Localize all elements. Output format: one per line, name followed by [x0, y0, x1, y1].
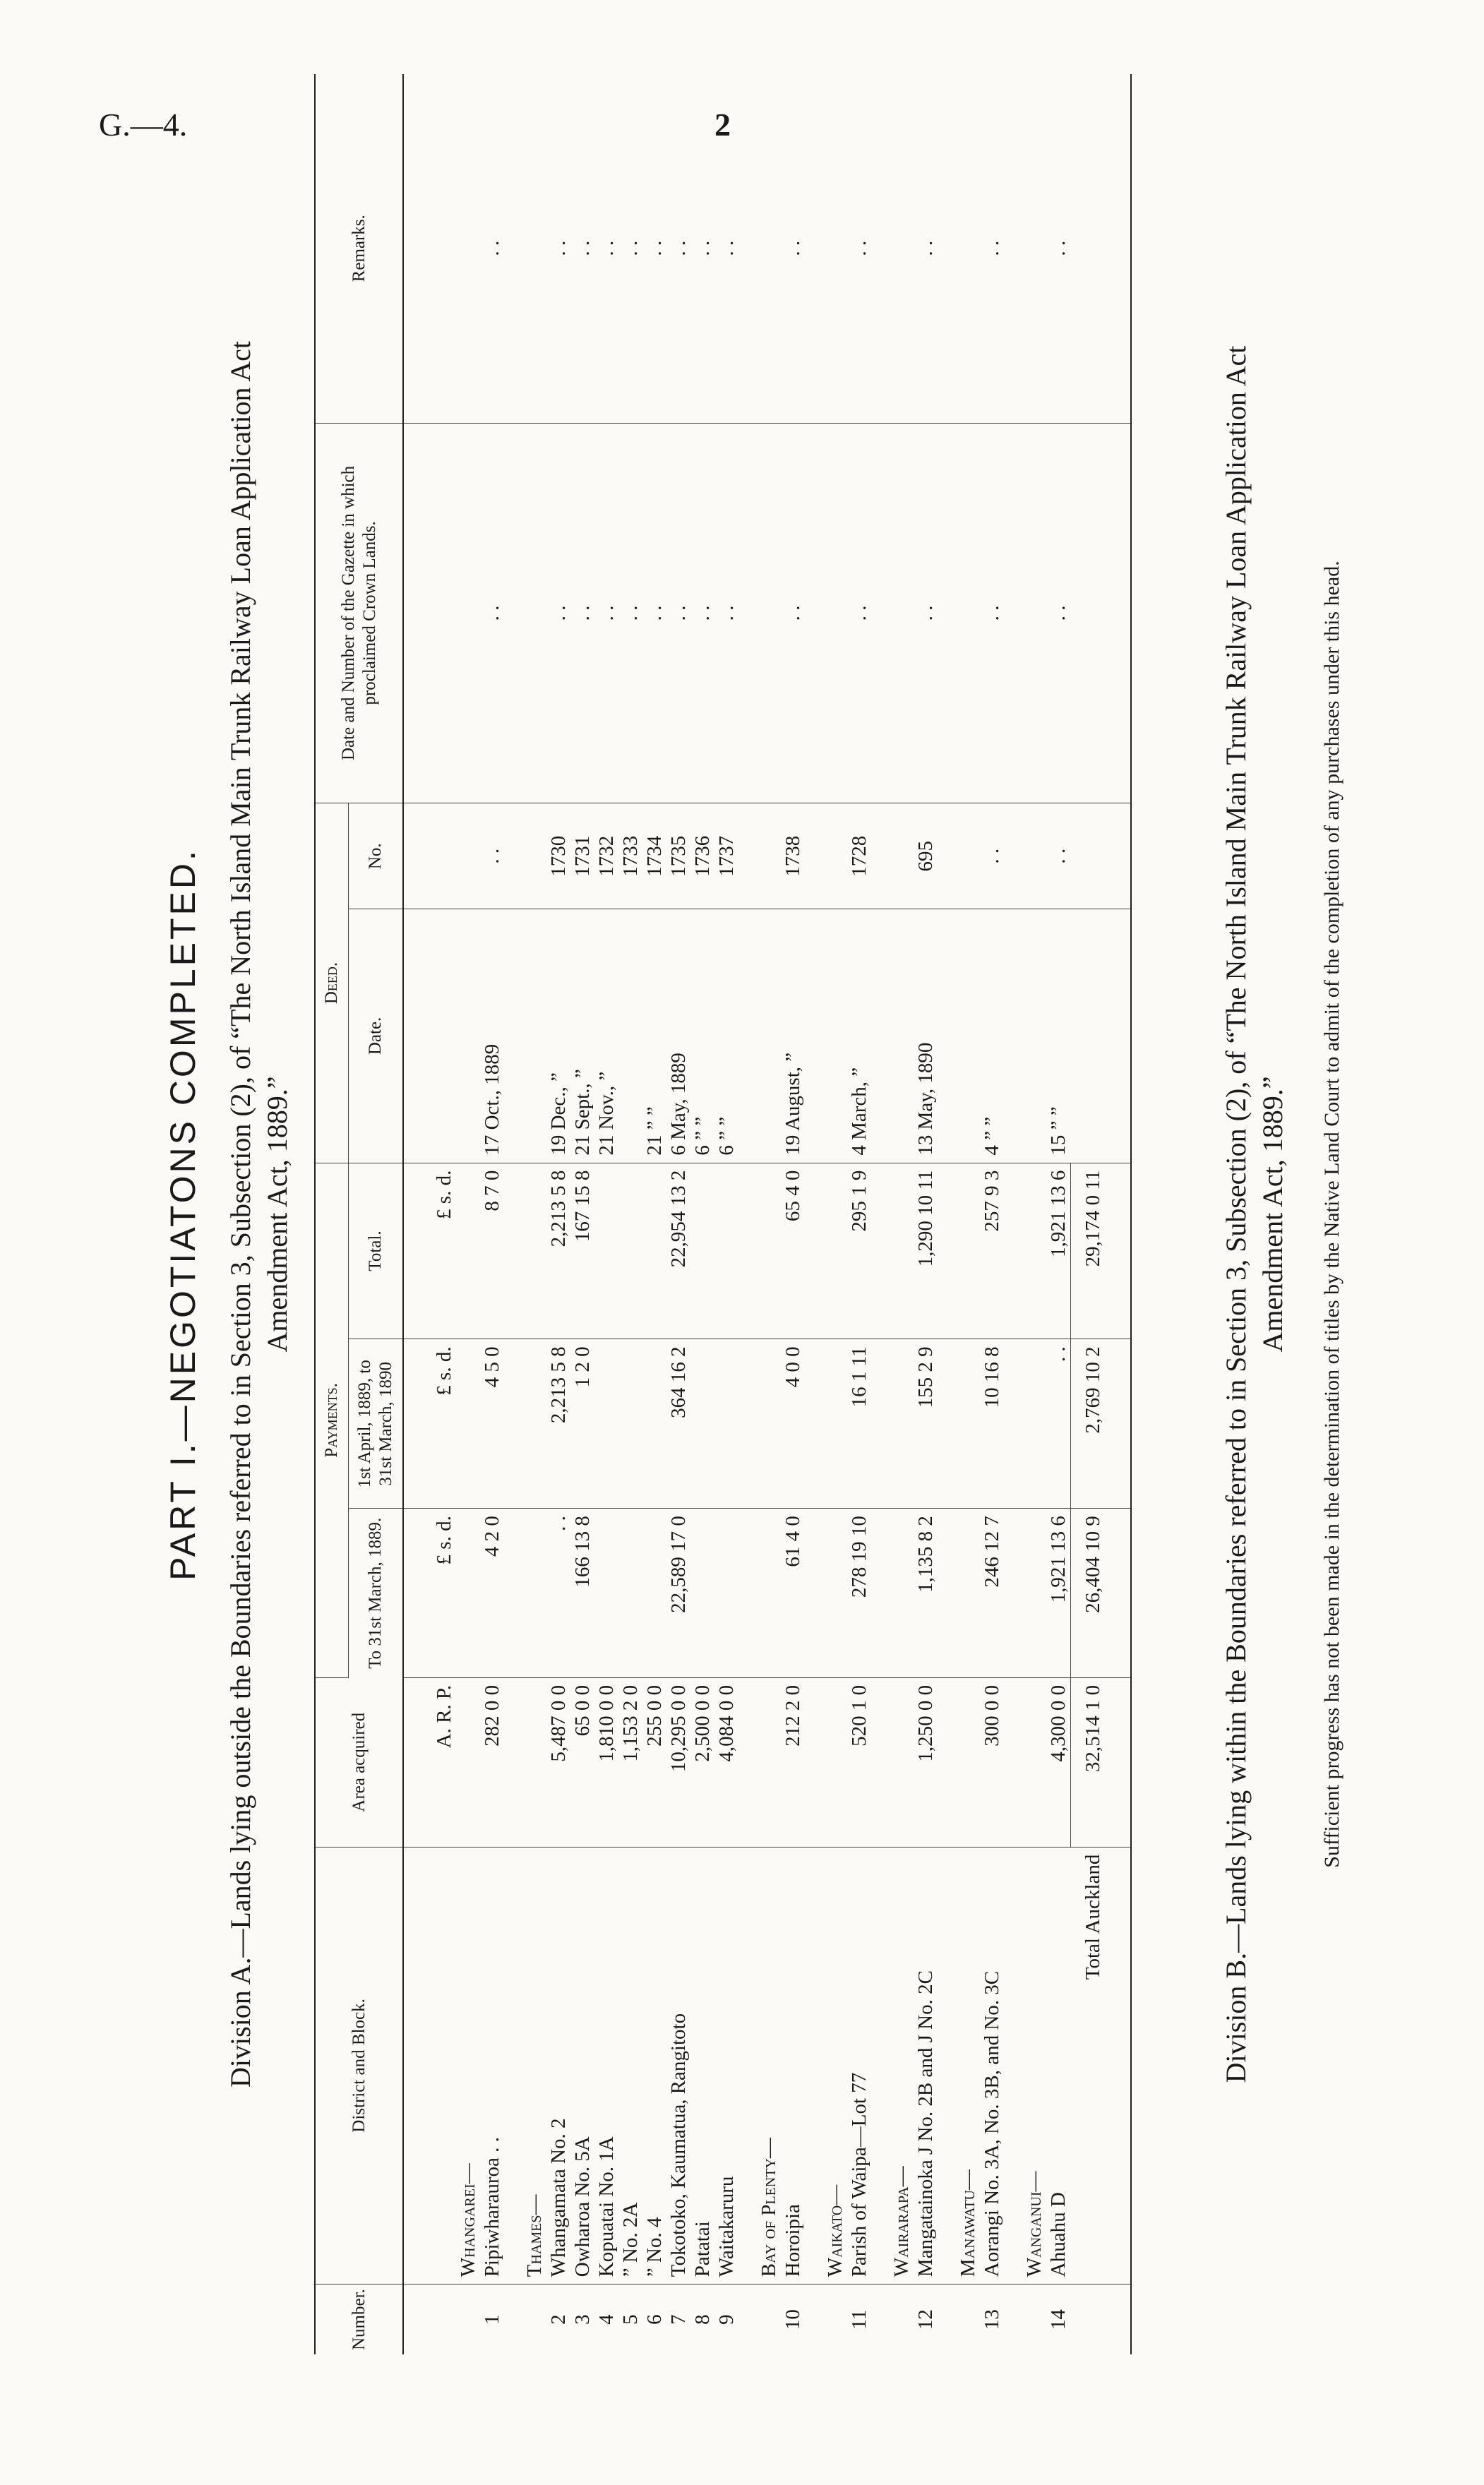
cell-deed-date — [738, 909, 781, 1163]
col-to-1889: To 31st March, 1889. — [349, 1509, 404, 1678]
division-b-heading: Division B.—Lands lying within the Boundaries referred to in Section 3, Subsection (2), of “The North Island Main Trunk Railway Loan Application Act — [1220, 345, 1252, 2083]
total-period: 2,769 10 2 — [1071, 1339, 1132, 1509]
cell-total: 2,213 5 8 — [546, 1163, 570, 1339]
cell-period — [456, 1339, 480, 1509]
district-heading-row — [738, 74, 781, 2354]
cell-to-1889 — [871, 1509, 914, 1678]
cell-gazette: . . — [1046, 423, 1071, 803]
cell-to-1889: 1,921 13 6 — [1046, 1509, 1071, 1678]
cell-area — [738, 1677, 781, 1847]
cell-deed-date: 15 ” ” — [1046, 909, 1071, 1163]
cell-remarks — [504, 74, 546, 423]
district-heading-row — [805, 74, 847, 2354]
cell-gazette — [504, 423, 546, 803]
cell-period — [618, 1339, 642, 1509]
cell-deed-date: 19 August, ” — [781, 909, 805, 1163]
rotated-page-body — [162, 74, 1468, 2354]
cell-area: 282 0 0 — [480, 1677, 504, 1847]
division-a-heading-cont: Amendment Act, 1889.” — [261, 1076, 293, 1353]
cell-remarks: . . — [570, 74, 594, 423]
cell-to-1889 — [642, 1509, 666, 1678]
cell-period: 4 5 0 — [480, 1339, 504, 1509]
cell-deed-no — [938, 803, 980, 909]
col-period: 1st April, 1889, to 31st March, 1890 — [349, 1339, 404, 1509]
cell-period — [738, 1339, 781, 1509]
total-area: 32,514 1 0 — [1071, 1677, 1132, 1847]
cell-to-1889 — [618, 1509, 642, 1678]
cell-gazette — [738, 423, 781, 803]
cell-area: 212 2 0 — [781, 1677, 805, 1847]
cell-number: 7 — [667, 2314, 690, 2325]
units-area: A. R. P. — [403, 1677, 456, 1847]
cell-deed-date — [618, 909, 642, 1163]
cell-deed-no: 1735 — [666, 803, 690, 909]
cell-deed-no — [871, 803, 914, 909]
cell-number — [805, 2285, 847, 2354]
cell-area: 1,810 0 0 — [594, 1677, 618, 1847]
district-heading-row — [504, 74, 546, 2354]
cell-deed-date: 4 ” ” — [980, 909, 1004, 1163]
cell-number: 14 — [1047, 2309, 1070, 2330]
cell-remarks — [805, 74, 847, 423]
cell-district: ” No. 2A — [618, 1847, 642, 2285]
cell-deed-no: 1730 — [546, 803, 570, 909]
cell-district: Kopuatai No. 1A — [594, 1847, 618, 2285]
table-row — [690, 74, 714, 2354]
col-deed: Deed. — [315, 803, 349, 1163]
cell-district: Aorangi No. 3A, No. 3B, and No. 3C — [980, 1847, 1004, 2285]
cell-deed-no: 1734 — [642, 803, 666, 909]
cell-area: 4,084 0 0 — [714, 1677, 738, 1847]
cell-gazette: . . — [618, 423, 642, 803]
cell-number: 5 — [619, 2314, 642, 2325]
cell-gazette: . . — [781, 423, 805, 803]
cell-to-1889: . . — [546, 1509, 570, 1678]
cell-district: Whangamata No. 2 — [546, 1847, 570, 2285]
cell-remarks — [871, 74, 914, 423]
total-row — [1071, 74, 1132, 2354]
cell-total: 167 15 8 — [570, 1163, 594, 1339]
cell-total — [504, 1163, 546, 1339]
cell-deed-no: . . — [980, 803, 1004, 909]
cell-to-1889: 1,135 8 2 — [914, 1509, 938, 1678]
table-row — [1046, 74, 1071, 2354]
cell-total — [642, 1163, 666, 1339]
cell-total: 22,954 13 2 — [666, 1163, 690, 1339]
cell-remarks: . . — [980, 74, 1004, 423]
cell-district: Owharoa No. 5A — [570, 1847, 594, 2285]
cell-deed-no — [504, 803, 546, 909]
cell-number: 2 — [547, 2314, 570, 2325]
cell-remarks: . . — [847, 74, 871, 423]
cell-period — [1004, 1339, 1046, 1509]
purchases-table — [314, 74, 1132, 2354]
table-row — [618, 74, 642, 2354]
cell-period — [690, 1339, 714, 1509]
division-b-heading-cont: Amendment Act, 1889.” — [1257, 1076, 1288, 1353]
district-heading-row — [1004, 74, 1046, 2354]
cell-total: 1,921 13 6 — [1046, 1163, 1071, 1339]
total-label: Total Auckland — [1071, 1847, 1132, 2285]
cell-deed-no: 1737 — [714, 803, 738, 909]
cell-number: 13 — [981, 2309, 1003, 2330]
cell-area — [456, 1677, 480, 1847]
cell-gazette — [456, 423, 480, 803]
cell-deed-date — [871, 909, 914, 1163]
cell-number: 8 — [691, 2314, 714, 2325]
district-heading-row — [871, 74, 914, 2354]
cell-gazette: . . — [980, 423, 1004, 803]
cell-area: 1,153 2 0 — [618, 1677, 642, 1847]
cell-period: 10 16 8 — [980, 1339, 1004, 1509]
cell-period: 155 2 9 — [914, 1339, 938, 1509]
cell-to-1889: 246 12 7 — [980, 1509, 1004, 1678]
cell-deed-no: 1731 — [570, 803, 594, 909]
cell-number: 11 — [848, 2309, 870, 2330]
cell-period: 2,213 5 8 — [546, 1339, 570, 1509]
cell-district: Mangatainoka J No. 2B and J No. 2C — [914, 1847, 938, 2285]
col-deed-date: Date. — [349, 909, 404, 1163]
total-spacer — [1071, 74, 1132, 423]
cell-area: 2,500 0 0 — [690, 1677, 714, 1847]
cell-remarks — [1004, 74, 1046, 423]
cell-to-1889: 22,589 17 0 — [666, 1509, 690, 1678]
cell-to-1889 — [690, 1509, 714, 1678]
cell-gazette — [1004, 423, 1046, 803]
cell-total — [871, 1163, 914, 1339]
cell-period — [805, 1339, 847, 1509]
total-spacer — [1071, 909, 1132, 1163]
cell-gazette — [938, 423, 980, 803]
cell-deed-no: 1733 — [618, 803, 642, 909]
cell-deed-date — [938, 909, 980, 1163]
cell-number: 10 — [782, 2309, 804, 2330]
cell-remarks: . . — [781, 74, 805, 423]
cell-period: 1 2 0 — [570, 1339, 594, 1509]
cell-remarks: . . — [642, 74, 666, 423]
cell-district: Patatai — [690, 1847, 714, 2285]
cell-deed-date: 21 ” ” — [642, 909, 666, 1163]
cell-deed-date: 13 May, 1890 — [914, 909, 938, 1163]
cell-total — [456, 1163, 480, 1339]
cell-deed-date: 17 Oct., 1889 — [480, 909, 504, 1163]
table-row — [642, 74, 666, 2354]
cell-deed-date: 21 Sept., ” — [570, 909, 594, 1163]
table-row — [570, 74, 594, 2354]
cell-area — [805, 1677, 847, 1847]
cell-district: Waikato— — [805, 1847, 847, 2285]
cell-deed-no — [805, 803, 847, 909]
units-spacer — [403, 74, 456, 423]
cell-number: 12 — [914, 2309, 937, 2330]
cell-to-1889 — [805, 1509, 847, 1678]
cell-to-1889: 166 13 8 — [570, 1509, 594, 1678]
units-spacer — [403, 803, 456, 909]
cell-number: 1 — [481, 2314, 503, 2325]
cell-deed-no: . . — [1046, 803, 1071, 909]
cell-total: 1,290 10 11 — [914, 1163, 938, 1339]
cell-to-1889 — [714, 1509, 738, 1678]
cell-district: Horoipia — [781, 1847, 805, 2285]
table-body — [403, 74, 1131, 2354]
cell-total: 257 9 3 — [980, 1163, 1004, 1339]
cell-deed-no: . . — [480, 803, 504, 909]
cell-deed-date: 6 May, 1889 — [666, 909, 690, 1163]
table-row — [546, 74, 570, 2354]
table-row — [781, 74, 805, 2354]
cell-to-1889 — [938, 1509, 980, 1678]
cell-area — [938, 1677, 980, 1847]
cell-gazette: . . — [480, 423, 504, 803]
cell-number — [504, 2285, 546, 2354]
cell-area: 10,295 0 0 — [666, 1677, 690, 1847]
cell-remarks: . . — [480, 74, 504, 423]
cell-remarks — [456, 74, 480, 423]
units-spacer — [403, 423, 456, 803]
cell-area: 65 0 0 — [570, 1677, 594, 1847]
cell-to-1889: 61 4 0 — [781, 1509, 805, 1678]
total-spacer — [1071, 803, 1132, 909]
cell-period — [594, 1339, 618, 1509]
cell-period — [714, 1339, 738, 1509]
cell-area — [504, 1677, 546, 1847]
cell-district: Waitakaruru — [714, 1847, 738, 2285]
col-area: Area acquired — [315, 1677, 403, 1847]
cell-total — [594, 1163, 618, 1339]
cell-gazette: . . — [914, 423, 938, 803]
cell-district: Pipiwharauroa . . — [480, 1847, 504, 2285]
cell-total — [690, 1163, 714, 1339]
cell-deed-date — [504, 909, 546, 1163]
cell-gazette: . . — [594, 423, 618, 803]
cell-area: 5,487 0 0 — [546, 1677, 570, 1847]
cell-period: 4 0 0 — [781, 1339, 805, 1509]
cell-remarks: . . — [618, 74, 642, 423]
district-heading-row — [456, 74, 480, 2354]
cell-district: Ahuahu D — [1046, 1847, 1071, 2285]
cell-number — [738, 2285, 781, 2354]
cell-number — [1004, 2285, 1046, 2354]
cell-period — [504, 1339, 546, 1509]
table-row — [666, 74, 690, 2354]
col-deed-no: No. — [349, 803, 404, 909]
cell-deed-date: 21 Nov., ” — [594, 909, 618, 1163]
cell-remarks — [738, 74, 781, 423]
cell-period — [642, 1339, 666, 1509]
cell-deed-no: 1728 — [847, 803, 871, 909]
district-heading-row — [938, 74, 980, 2354]
cell-deed-no: 1732 — [594, 803, 618, 909]
cell-number: 3 — [571, 2314, 594, 2325]
cell-deed-date — [456, 909, 480, 1163]
cell-area: 1,250 0 0 — [914, 1677, 938, 1847]
cell-area — [1004, 1677, 1046, 1847]
cell-number — [456, 2285, 480, 2354]
cell-district: Wanganui— — [1004, 1847, 1046, 2285]
col-remarks: Remarks. — [315, 74, 403, 423]
cell-to-1889 — [594, 1509, 618, 1678]
col-gazette: Date and Number of the Gazette in which proclaimed Crown Lands. — [315, 423, 403, 803]
units-money: £ s. d. — [403, 1339, 456, 1509]
cell-period: 364 16 2 — [666, 1339, 690, 1509]
cell-deed-no — [1004, 803, 1046, 909]
table-row — [980, 74, 1004, 2354]
cell-remarks: . . — [546, 74, 570, 423]
table-row — [594, 74, 618, 2354]
cell-number — [938, 2285, 980, 2354]
cell-gazette: . . — [546, 423, 570, 803]
cell-remarks: . . — [714, 74, 738, 423]
cell-deed-date: 4 March, ” — [847, 909, 871, 1163]
cell-deed-no: 695 — [914, 803, 938, 909]
cell-to-1889: 278 19 10 — [847, 1509, 871, 1678]
total-total: 29,174 0 11 — [1071, 1163, 1132, 1339]
cell-deed-date: 19 Dec., ” — [546, 909, 570, 1163]
total-spacer — [1071, 2285, 1132, 2354]
cell-remarks: . . — [666, 74, 690, 423]
cell-district: Parish of Waipa—Lot 77 — [847, 1847, 871, 2285]
cell-total — [938, 1163, 980, 1339]
cell-gazette: . . — [690, 423, 714, 803]
cell-area: 300 0 0 — [980, 1677, 1004, 1847]
col-payments: Payments. — [315, 1163, 349, 1677]
cell-remarks: . . — [594, 74, 618, 423]
cell-deed-date — [805, 909, 847, 1163]
cell-gazette: . . — [642, 423, 666, 803]
footnote: Sufficient progress has not been made in the determination of titles by the Native Land Court to admit of the completion of any purchases under this head. — [1320, 561, 1344, 1868]
cell-remarks: . . — [914, 74, 938, 423]
cell-deed-no — [456, 803, 480, 909]
document-reference: G.—4. — [99, 107, 188, 143]
col-total: Total. — [349, 1163, 404, 1339]
cell-deed-date — [1004, 909, 1046, 1163]
table-row — [480, 74, 504, 2354]
cell-gazette: . . — [847, 423, 871, 803]
cell-deed-no: 1738 — [781, 803, 805, 909]
cell-number: 6 — [643, 2314, 666, 2325]
cell-total — [1004, 1163, 1046, 1339]
table-row — [847, 74, 871, 2354]
col-number: Number. — [315, 2285, 403, 2354]
units-money: £ s. d. — [403, 1509, 456, 1678]
cell-total — [714, 1163, 738, 1339]
cell-district: Whangarei— — [456, 1847, 480, 2285]
col-district: District and Block. — [315, 1847, 403, 2285]
cell-deed-no — [738, 803, 781, 909]
cell-area: 255 0 0 — [642, 1677, 666, 1847]
cell-gazette: . . — [714, 423, 738, 803]
cell-area: 4,300 0 0 — [1046, 1677, 1071, 1847]
total-spacer — [1071, 423, 1132, 803]
units-money: £ s. d. — [403, 1163, 456, 1339]
cell-district: Bay of Plenty— — [738, 1847, 781, 2285]
units-spacer — [403, 909, 456, 1163]
cell-to-1889 — [504, 1509, 546, 1678]
cell-period — [938, 1339, 980, 1509]
cell-district: Tokotoko, Kaumatua, Rangitoto — [666, 1847, 690, 2285]
cell-total — [618, 1163, 642, 1339]
cell-remarks — [938, 74, 980, 423]
cell-total — [805, 1163, 847, 1339]
cell-total: 8 7 0 — [480, 1163, 504, 1339]
cell-area — [871, 1677, 914, 1847]
cell-period — [871, 1339, 914, 1509]
cell-district: Manawatu— — [938, 1847, 980, 2285]
cell-to-1889 — [1004, 1509, 1046, 1678]
units-spacer — [403, 2285, 456, 2354]
cell-to-1889: 4 2 0 — [480, 1509, 504, 1678]
cell-deed-date: 6 ” ” — [690, 909, 714, 1163]
cell-total — [738, 1163, 781, 1339]
units-spacer — [403, 1847, 456, 2285]
cell-remarks: . . — [690, 74, 714, 423]
cell-remarks: . . — [1046, 74, 1071, 423]
cell-gazette: . . — [570, 423, 594, 803]
cell-total: 65 4 0 — [781, 1163, 805, 1339]
cell-gazette — [805, 423, 847, 803]
cell-deed-date: 6 ” ” — [714, 909, 738, 1163]
cell-district: ” No. 4 — [642, 1847, 666, 2285]
cell-number — [871, 2285, 914, 2354]
cell-period: 16 1 11 — [847, 1339, 871, 1509]
cell-gazette — [871, 423, 914, 803]
cell-number: 9 — [715, 2314, 738, 2325]
cell-deed-no: 1736 — [690, 803, 714, 909]
cell-area: 520 1 0 — [847, 1677, 871, 1847]
page-number: 2 — [714, 107, 731, 143]
cell-total: 295 1 9 — [847, 1163, 871, 1339]
cell-district: Wairarapa— — [871, 1847, 914, 2285]
cell-gazette: . . — [666, 423, 690, 803]
table-row — [714, 74, 738, 2354]
division-a-heading: Division A.—Lands lying outside the Boundaries referred to in Section 3, Subsection (2), of “The North Island Main Trunk Railway Loan Application Act — [225, 340, 256, 2088]
total-to-1889: 26,404 10 9 — [1071, 1509, 1132, 1678]
cell-to-1889 — [456, 1509, 480, 1678]
cell-number: 4 — [595, 2314, 618, 2325]
table-row — [914, 74, 938, 2354]
cell-district: Thames— — [504, 1847, 546, 2285]
part-title: PART I.—NEGOTIATONS COMPLETED. — [163, 848, 203, 1581]
cell-to-1889 — [738, 1509, 781, 1678]
cell-period: . . — [1046, 1339, 1071, 1509]
